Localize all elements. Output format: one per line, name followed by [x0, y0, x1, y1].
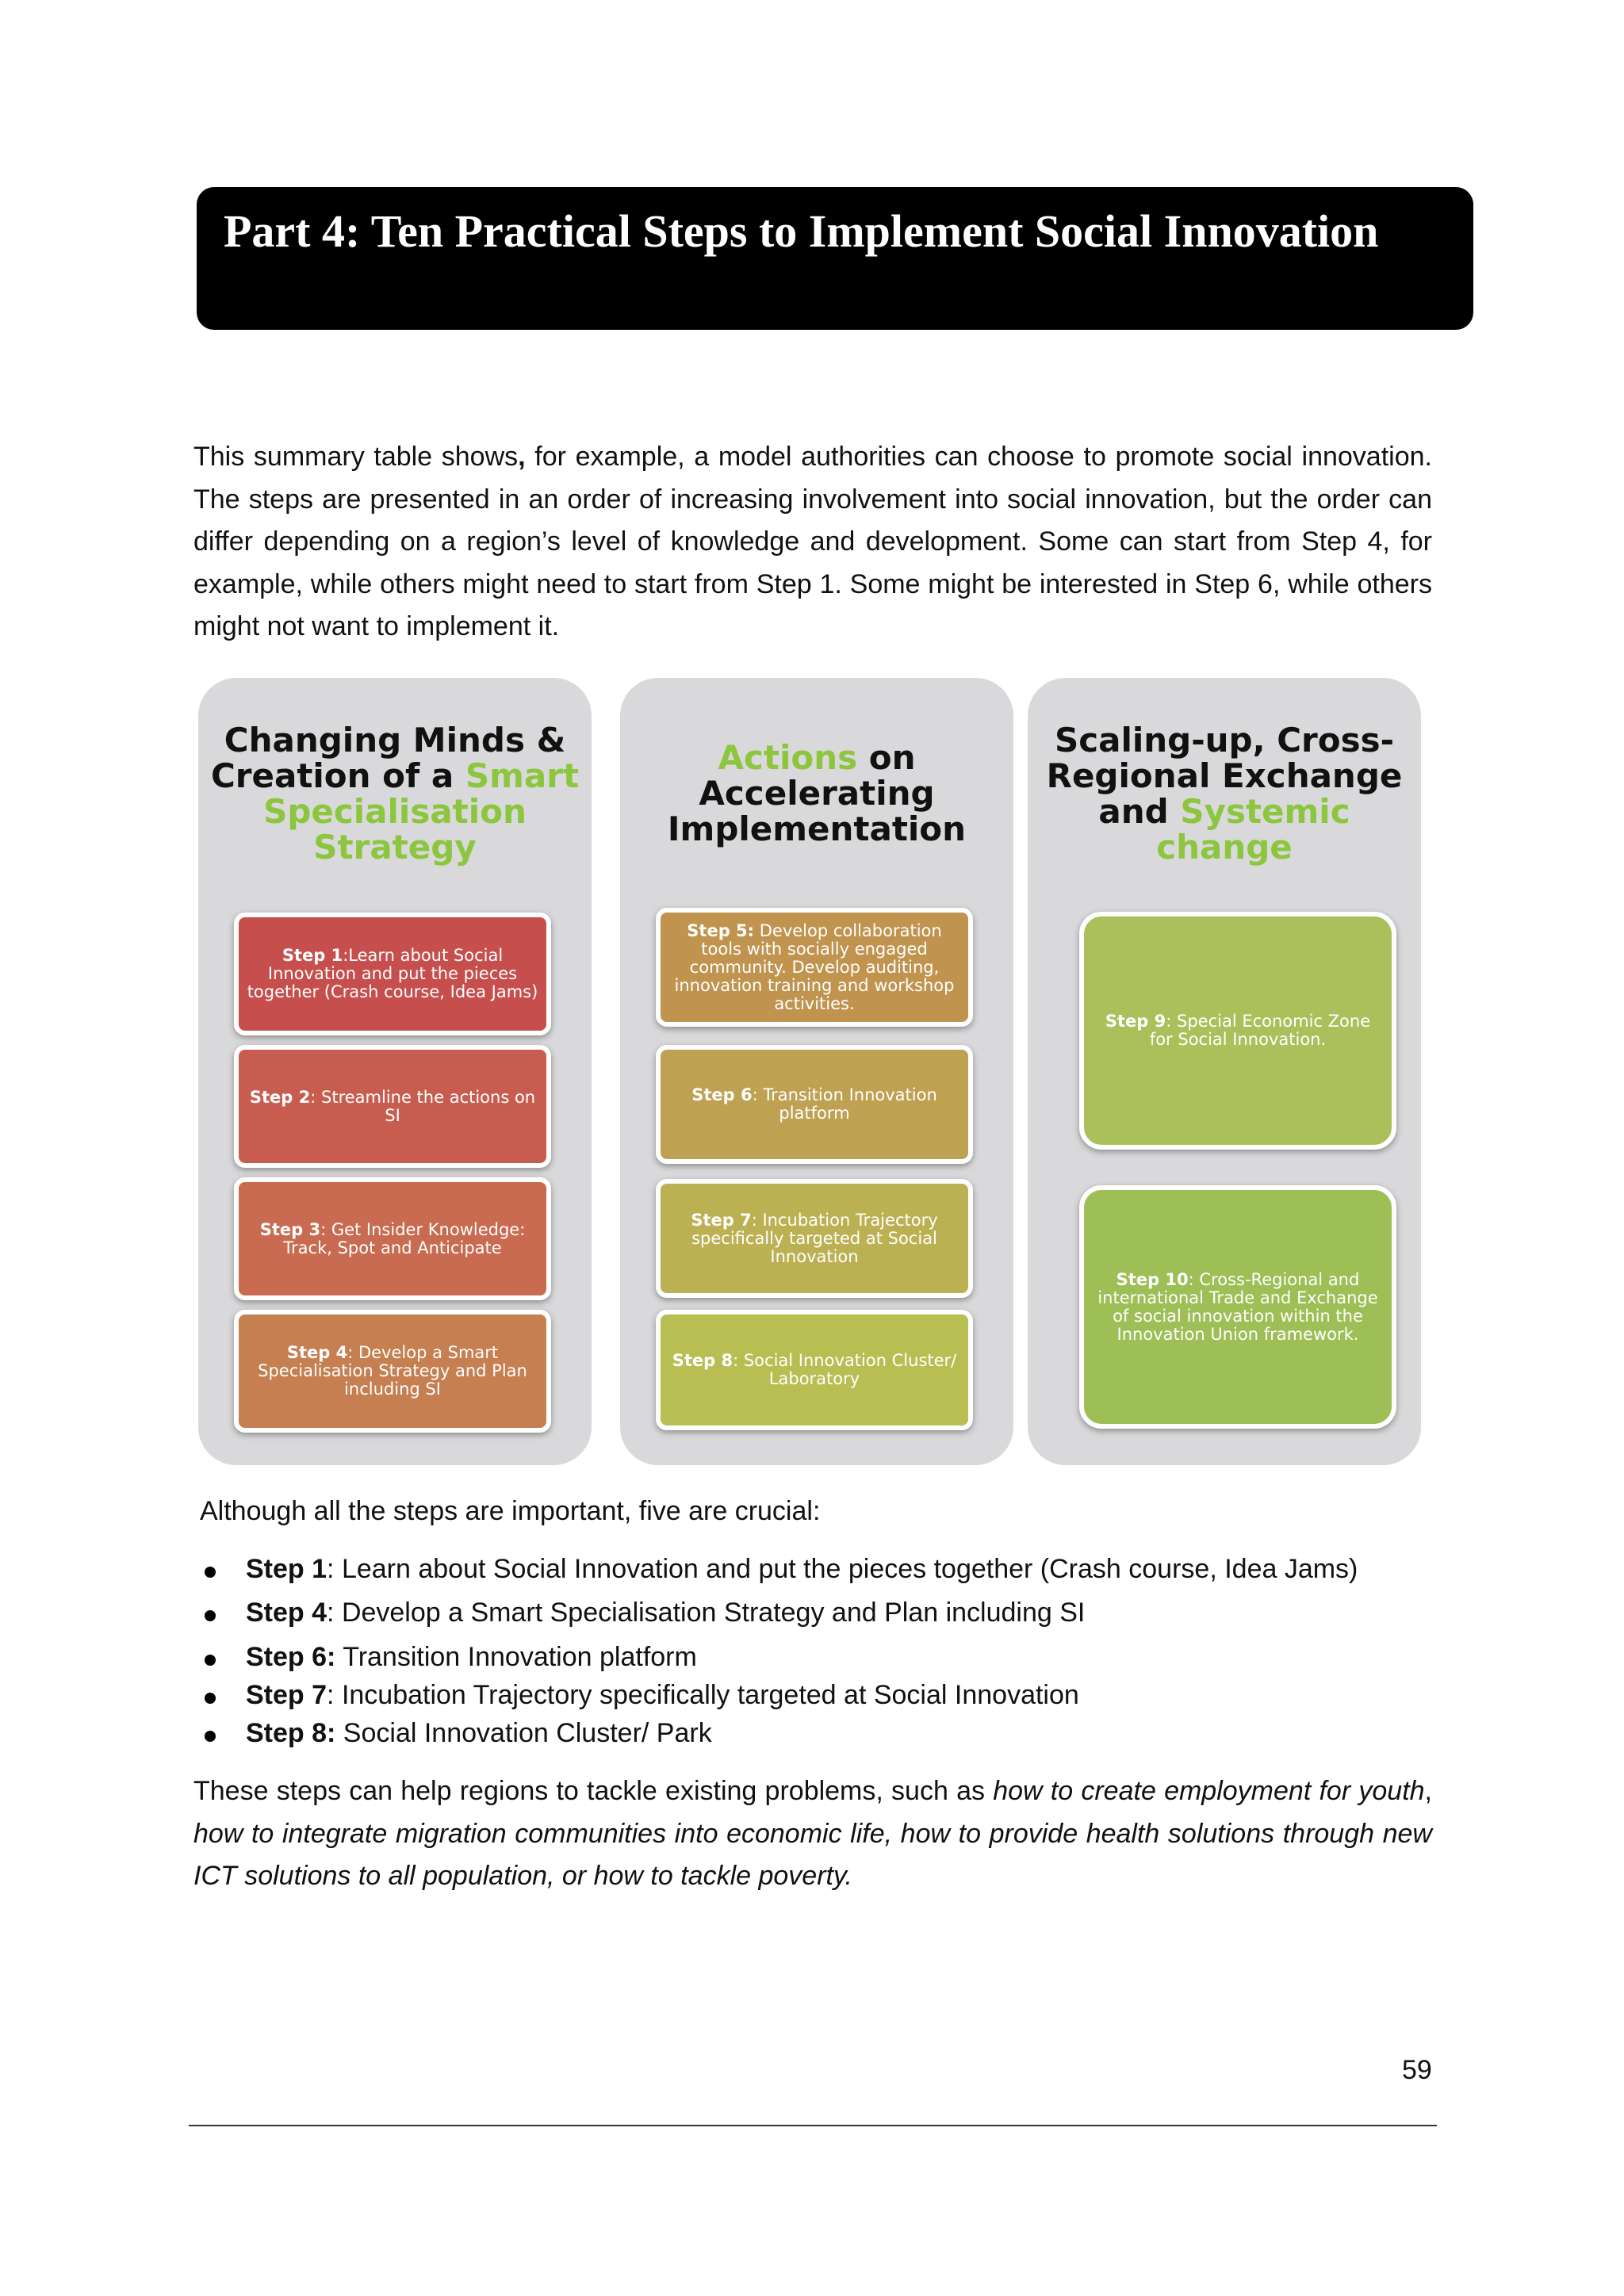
step-text: : Streamline the actions on SI [310, 1087, 536, 1125]
step-text: : Cross-Regional and international Trade and Exchange of social innovation within the Innovation Union framework. [1097, 1269, 1378, 1344]
step-8-box [656, 1310, 973, 1430]
step-content [1092, 1271, 1384, 1344]
closing-paragraph [193, 1770, 1432, 1898]
heading-accent: Actions [718, 738, 858, 777]
intro-paragraph [193, 436, 1432, 649]
heading-line: Changing Minds & [224, 721, 566, 760]
closing-text: , [1424, 1776, 1432, 1806]
step-9-box [1079, 912, 1396, 1150]
heading-line: Scaling-up, Cross- [1054, 721, 1395, 760]
step-text: : Transition Innovation platform [752, 1085, 937, 1123]
step-label: Step 2 [249, 1087, 311, 1107]
list-item [246, 1554, 1358, 1585]
part-title-banner [197, 187, 1473, 330]
list-item-text: : Incubation Trajectory specifically targeted at Social Innovation [327, 1680, 1079, 1710]
list-item-label: Step 1 [246, 1554, 327, 1584]
step-label: Step 10 [1116, 1269, 1189, 1289]
list-item-label: Step 4 [246, 1598, 327, 1628]
column-heading [206, 722, 584, 865]
list-item-text: Transition Innovation platform [335, 1642, 697, 1672]
step-text: : Develop a Smart Specialisation Strategy and Plan including SI [258, 1343, 527, 1399]
heading-line: Regional Exchange [1046, 756, 1403, 795]
heading-text: and [1098, 792, 1181, 831]
closing-text: These steps can help regions to tackle existing problems, such as [193, 1776, 994, 1806]
heading-accent: Systemic [1180, 792, 1350, 831]
heading-line: Accelerating [699, 774, 935, 813]
list-item [246, 1642, 697, 1673]
step-text: : Incubation Trajectory specifically targeted at Social Innovation [691, 1210, 938, 1266]
heading-line [628, 740, 1005, 775]
list-item [246, 1680, 1079, 1711]
list-item [246, 1718, 712, 1749]
step-content [668, 1352, 960, 1388]
step-text: : Get Insider Knowledge: Track, Spot and Anticipate [283, 1219, 526, 1257]
heading-text: on [857, 738, 916, 777]
step-label: Step 6 [691, 1085, 753, 1104]
step-6-box [656, 1045, 973, 1164]
step-content [668, 1211, 960, 1266]
column-heading [628, 740, 1005, 847]
crucial-intro: Although all the steps are important, five are crucial: [200, 1496, 821, 1526]
list-item-text: : Learn about Social Innovation and put the pieces together (Crash course, Idea Jams) [327, 1554, 1358, 1584]
step-content [247, 1089, 538, 1125]
step-content [247, 1344, 538, 1399]
step-4-box [234, 1310, 551, 1433]
step-7-box [656, 1179, 973, 1298]
page-title: Part 4: Ten Practical Steps to Implement Social Innovation [224, 205, 1379, 257]
step-content [668, 1086, 960, 1123]
step-content [1092, 1012, 1384, 1049]
list-item-text: Social Innovation Cluster/ Park [335, 1718, 712, 1748]
step-label: Step 7 [691, 1210, 752, 1230]
step-text: : Social Innovation Cluster/ Laboratory [733, 1351, 957, 1388]
heading-line: Implementation [667, 809, 967, 848]
heading-text: Creation of a [210, 756, 465, 795]
column-scaling-up [1028, 678, 1421, 1465]
heading-accent: Strategy [313, 828, 477, 867]
heading-accent: Specialisation [263, 792, 527, 831]
heading-accent: change [1156, 828, 1293, 867]
heading-accent: Smart [465, 756, 580, 795]
page-number: 59 [1402, 2055, 1432, 2085]
step-text: :Learn about Social Innovation and put the pieces together (Crash course, Idea Jams) [247, 946, 538, 1001]
step-label: Step 9 [1105, 1012, 1166, 1031]
list-item [246, 1598, 1085, 1628]
column-actions [620, 678, 1013, 1465]
step-2-box [234, 1045, 551, 1168]
step-label: Step 3 [259, 1219, 321, 1239]
step-content [247, 947, 538, 1001]
list-item-label: Step 8: [246, 1718, 336, 1748]
step-content [668, 922, 960, 1013]
heading-line [206, 758, 584, 794]
step-1-box [234, 913, 551, 1035]
intro-text-2: for example, a model authorities can choose to promote social innovation. The steps are presented in an order of increasing involvement into social innovation, but the order can differ depending on a region’s level of knowledge and development. Some can start from Step 4, for example, while others might need to start from Step 1. Some might be interested in Step 6, while others might not want to implement it. [193, 442, 1432, 641]
step-10-box [1079, 1185, 1396, 1429]
intro-bold-comma: , [518, 442, 526, 472]
intro-text-1: This summary table shows [193, 442, 519, 472]
step-text: : Special Economic Zone for Social Innovation. [1149, 1012, 1371, 1049]
step-label: Step 4 [286, 1343, 348, 1362]
list-item-label: Step 6: [246, 1642, 336, 1672]
step-label: Step 5: [687, 920, 755, 940]
list-item-label: Step 7 [246, 1680, 327, 1710]
step-text: Develop collaboration tools with socially engaged community. Develop auditing, innovation training and workshop activities. [674, 920, 955, 1013]
step-label: Step 8 [672, 1351, 733, 1370]
step-3-box [234, 1177, 551, 1300]
closing-italic: how to create employment for youth [993, 1776, 1425, 1806]
list-item-text: : Develop a Smart Specialisation Strategy and Plan including SI [327, 1598, 1086, 1628]
closing-italic: how to integrate migration communities into economic life, how to provide health solutions through new ICT solutions to all population, or how to tackle poverty. [193, 1818, 1432, 1891]
step-5-box [656, 908, 973, 1027]
step-content [247, 1221, 538, 1257]
column-heading [1036, 722, 1413, 865]
column-changing-minds [198, 678, 592, 1465]
footer-rule [189, 2125, 1437, 2126]
step-label: Step 1 [282, 946, 343, 965]
heading-line [1036, 794, 1413, 829]
